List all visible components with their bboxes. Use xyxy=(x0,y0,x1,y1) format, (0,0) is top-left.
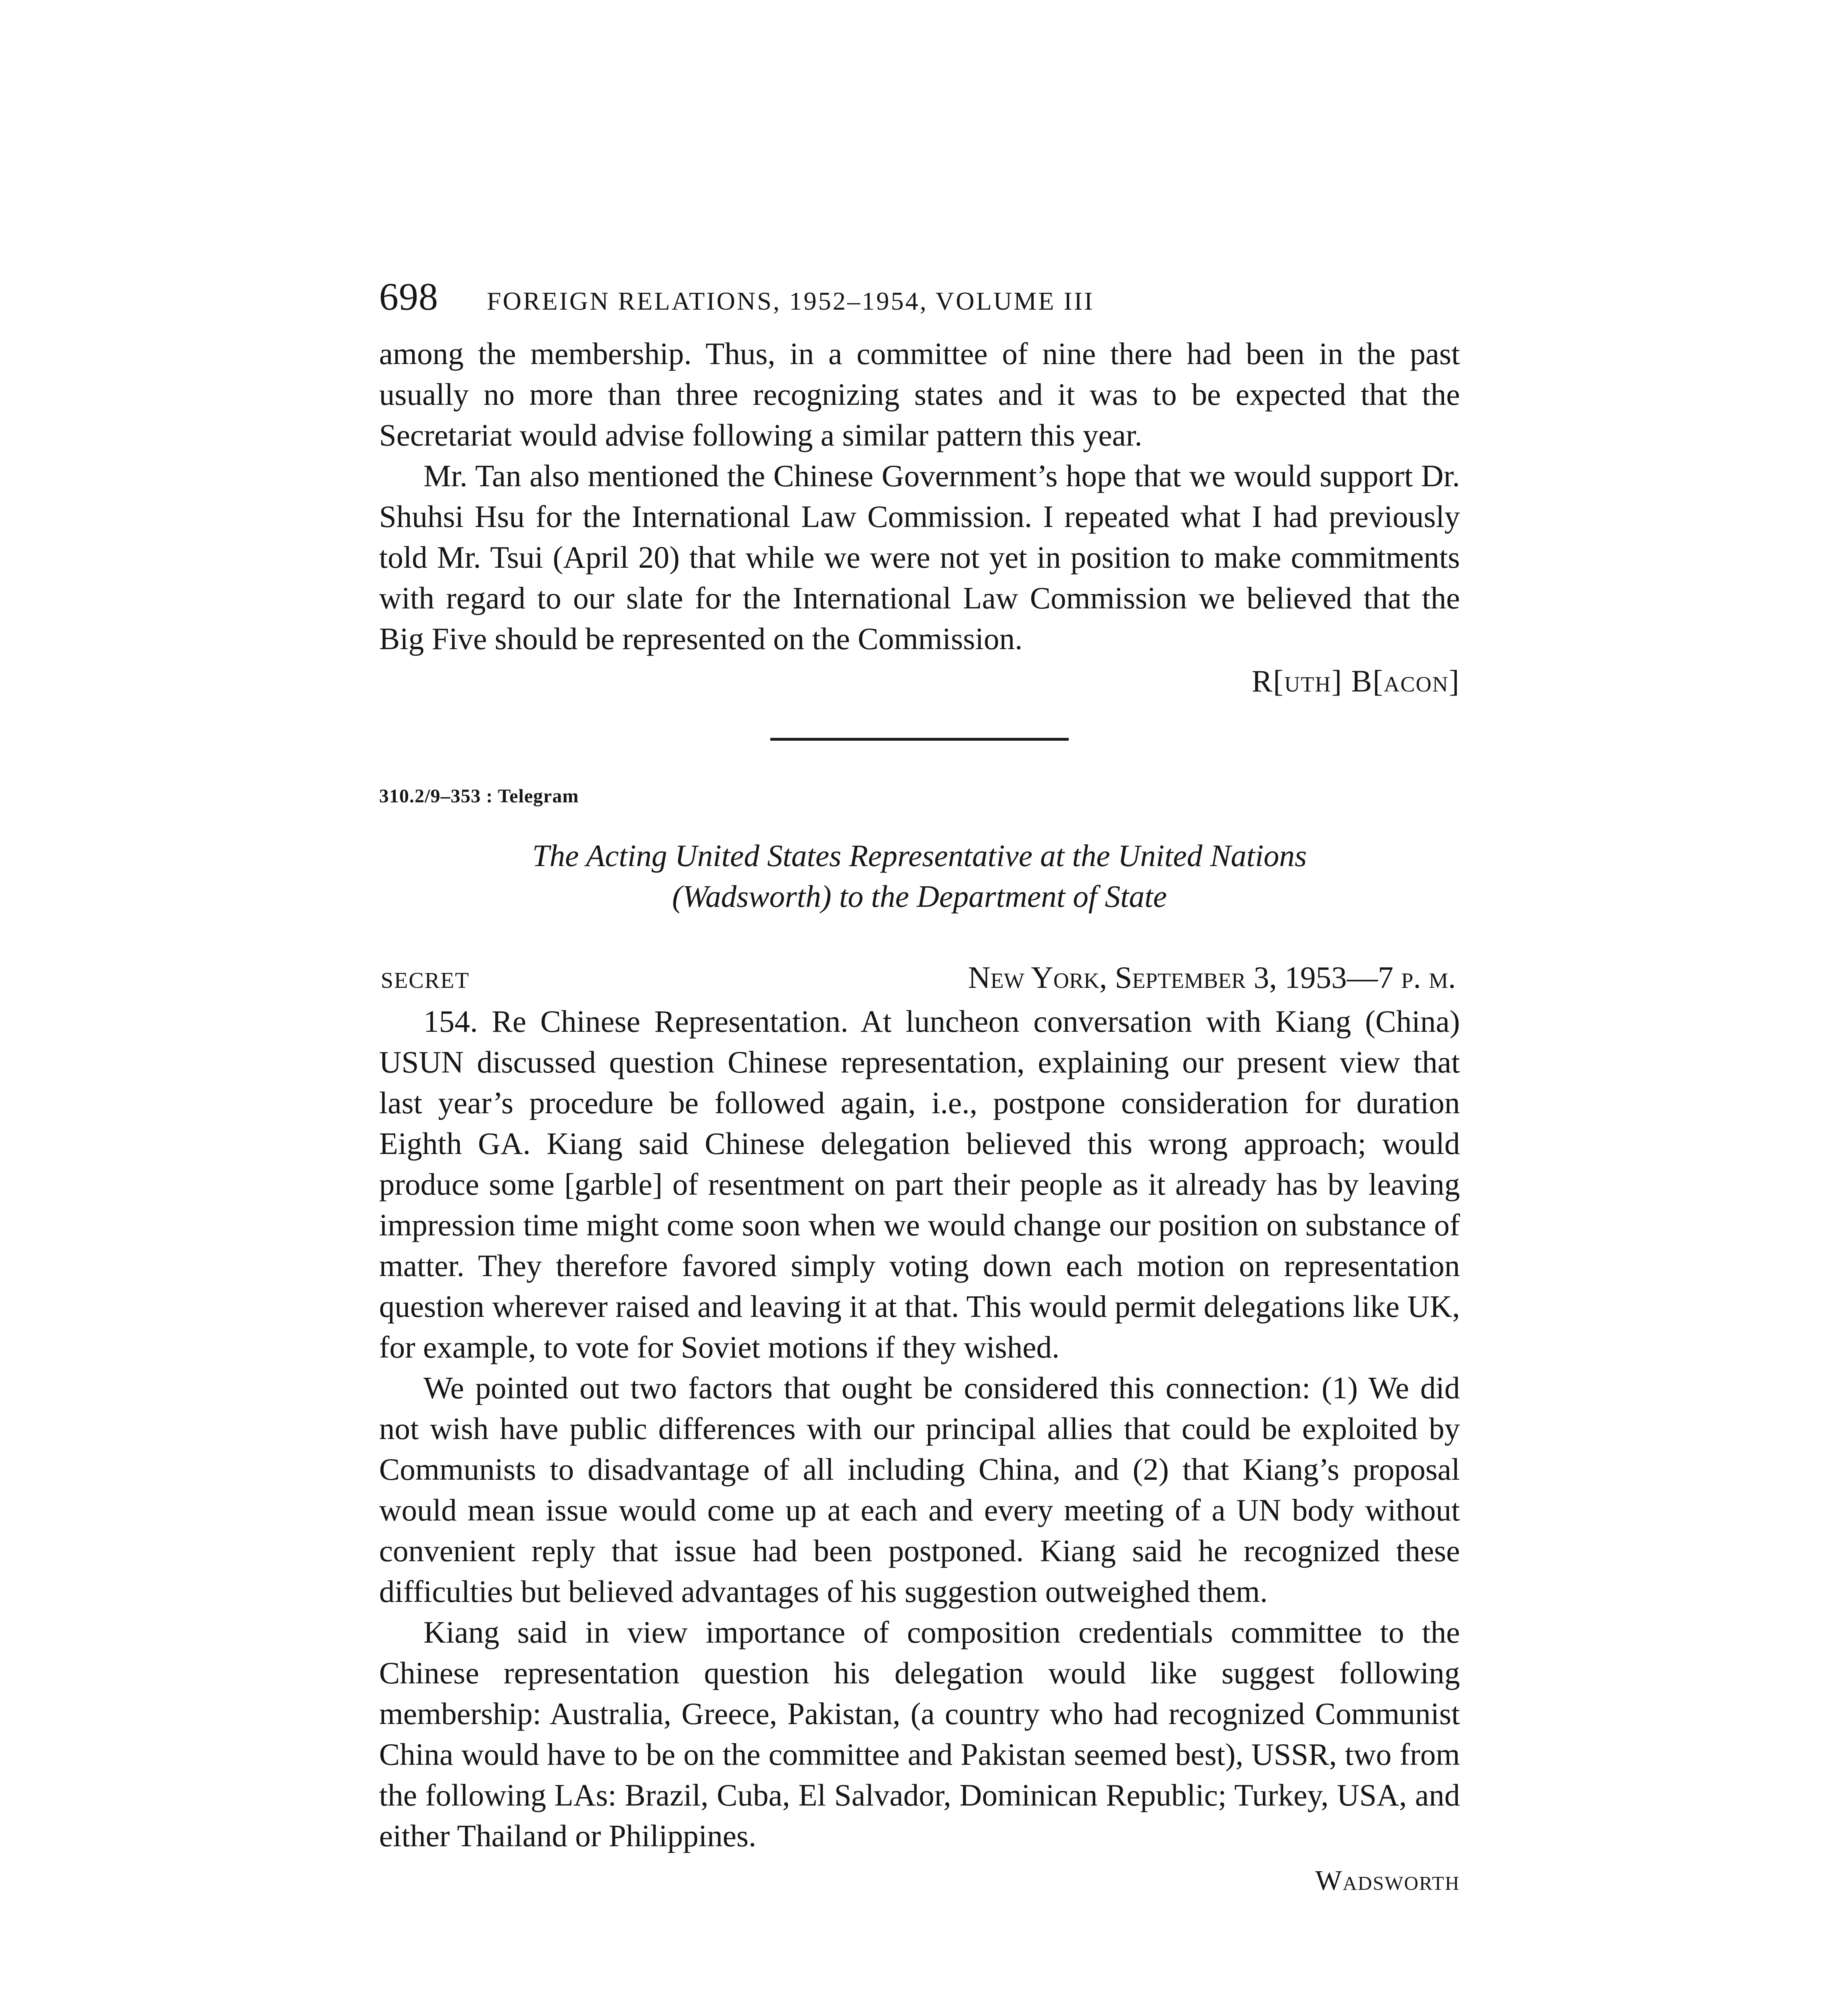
title-line: The Acting United States Representative at the United Nations xyxy=(532,838,1307,873)
document-page xyxy=(379,274,1460,1901)
first-document-continuation xyxy=(379,333,1460,702)
page-number: 698 xyxy=(379,275,438,318)
page-header xyxy=(379,274,1460,319)
body-paragraph: among the membership. Thus, in a committee of nine there had been in the past usually no more than three recognizing states and it was to be expected that the Secretariat would advise following a similar pattern this year. xyxy=(379,336,1460,452)
classification-label: SECRET xyxy=(381,968,470,993)
dateline: New York, September 3, 1953—7 p. m. xyxy=(968,960,1456,995)
body-paragraph: We pointed out two factors that ought be considered this connection: (1) We did not wish have public differences with our principal allies that could be exploited by Communists to disadvantage of all including China, and (2) that Kiang’s proposal would mean issue would come up at each and every meeting of a UN body without convenient reply that issue had been postponed. Kiang said he recognized these difficulties but believed advantages of his suggestion outweighed them. xyxy=(379,1370,1460,1609)
body-paragraph: 154. Re Chinese Representation. At luncheon conversation with Kiang (China) USUN discussed question Chinese representation, explaining our present view that last year’s procedure be followed again, i.e., postpone consideration for duration Eighth GA. Kiang said Chinese delegation believed this wrong approach; would produce some [garble] of resentment on part their people as it already has by leaving impression time might come soon when we would change our position on substance of matter. They therefore favored simply voting down each motion on representation question wherever raised and leaving it at that. This would permit delegations like UK, for example, to vote for Soviet motions if they wished. xyxy=(379,1004,1460,1364)
body-paragraph: Mr. Tan also mentioned the Chinese Government’s hope that we would support Dr. Shuhsi Hsu for the International Law Commission. I repeated what I had previously told Mr. Tsui (April 20) that while we were not yet in position to make commitments with regard to our slate for the International Law Commission we believed that the Big Five should be represented on the Commission. xyxy=(379,458,1460,656)
initial-r: R[ xyxy=(1251,664,1284,698)
author-initials xyxy=(379,661,1460,702)
initial-b: ] B[ xyxy=(1331,664,1384,698)
dateline-row xyxy=(379,957,1460,1001)
second-document xyxy=(379,785,1460,1901)
signature: Wadsworth xyxy=(1315,1865,1460,1896)
title-line: (Wadsworth) to the Department of State xyxy=(672,879,1167,914)
document-title xyxy=(379,835,1460,917)
initial-r-rest: uth xyxy=(1284,664,1332,698)
body-paragraph: Kiang said in view importance of composition credentials committee to the Chinese representation question his delegation would like suggest following membership: Australia, Greece, Pakistan, (a country who had recognized Communist China would have to be on the committee and Pakistan seemed best), USSR, two from the following LAs: Brazil, Cuba, El Salvador, Dominican Republic; Turkey, USA, and either Thailand or Philippines. xyxy=(379,1615,1460,1853)
initial-b-rest: acon xyxy=(1384,664,1449,698)
running-title: FOREIGN RELATIONS, 1952–1954, VOLUME III xyxy=(487,287,1095,315)
initial-close: ] xyxy=(1449,664,1460,698)
file-number: 310.2/9–353 : Telegram xyxy=(379,785,579,807)
section-divider xyxy=(770,738,1069,741)
